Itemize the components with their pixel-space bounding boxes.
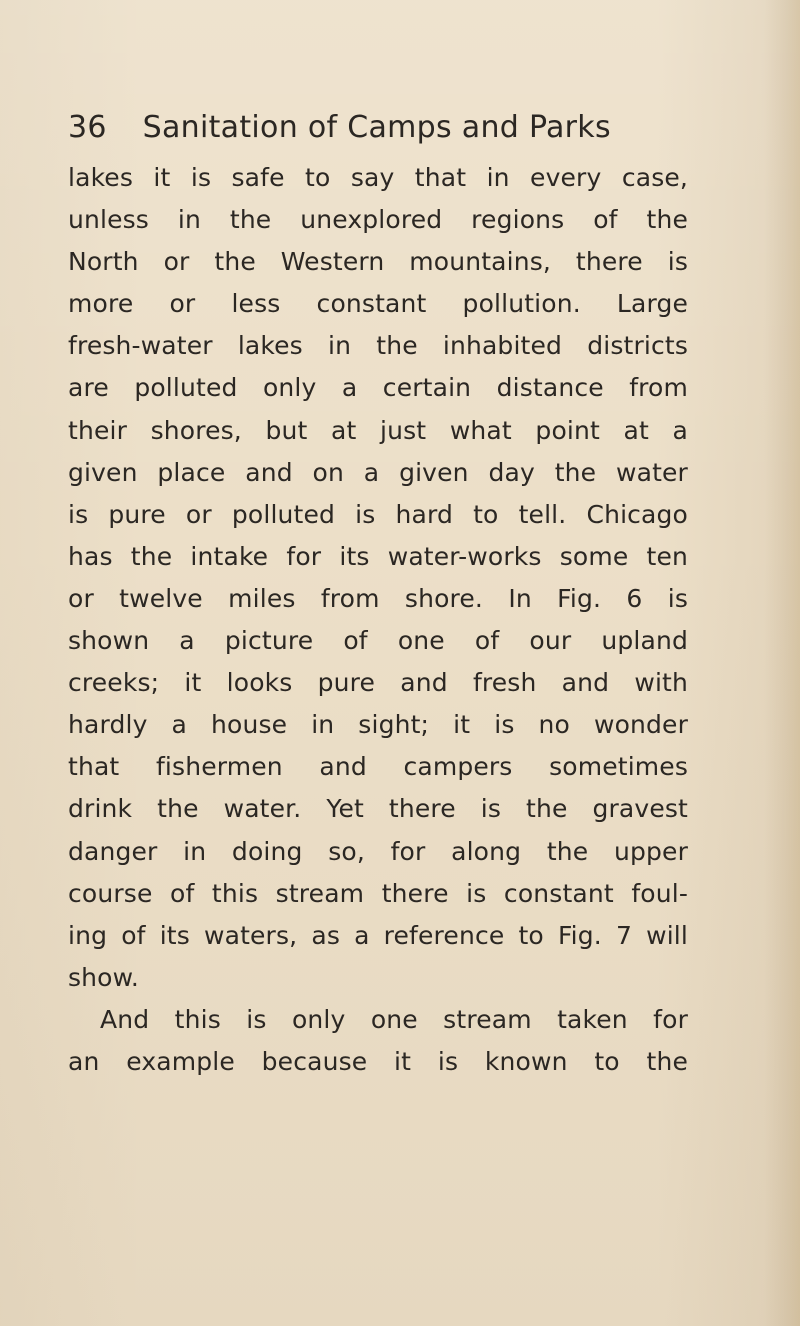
text-line: that fishermen and campers sometimes bbox=[68, 752, 688, 782]
text-line: or twelve miles from shore. In Fig. 6 is bbox=[68, 583, 688, 613]
text-line: ing of its waters, as a reference to Fig. 7 will bbox=[68, 920, 688, 950]
text-line: is pure or polluted is hard to tell. Chicago bbox=[68, 499, 688, 529]
text-line: lakes it is safe to say that in every case, bbox=[68, 163, 688, 192]
text-line: danger in doing so, for along the upper bbox=[68, 836, 688, 866]
text-line: are polluted only a certain distance from bbox=[68, 373, 688, 403]
body-text bbox=[68, 157, 688, 1083]
text-line: more or less constant pollution. Large bbox=[68, 289, 688, 319]
text-line: And this is only one stream taken for bbox=[100, 1004, 688, 1034]
text-line: an example because it is known to the bbox=[68, 1046, 688, 1076]
text-line: their shores, but at just what point at a bbox=[68, 415, 688, 445]
page-number: 36 bbox=[68, 110, 107, 145]
running-title: Sanitation of Camps and Parks bbox=[142, 110, 611, 145]
text-line: shown a picture of one of our upland bbox=[68, 626, 688, 656]
text-line: given place and on a given day the water bbox=[68, 457, 688, 487]
page-edge-shadow bbox=[764, 0, 800, 1326]
running-head bbox=[68, 103, 708, 153]
text-line: hardly a house in sight; it is no wonder bbox=[68, 710, 688, 740]
text-line: creeks; it looks pure and fresh and with bbox=[68, 668, 688, 698]
text-line: drink the water. Yet there is the gravest bbox=[68, 794, 688, 824]
text-line: has the intake for its water-works some ten bbox=[68, 541, 688, 571]
text-line: course of this stream there is constant foul- bbox=[68, 878, 688, 908]
text-line: show. bbox=[68, 962, 140, 992]
text-line: fresh-water lakes in the inhabited districts bbox=[68, 331, 688, 361]
text-line: North or the Western mountains, there is bbox=[68, 247, 688, 277]
text-line: unless in the unexplored regions of the bbox=[68, 205, 688, 235]
